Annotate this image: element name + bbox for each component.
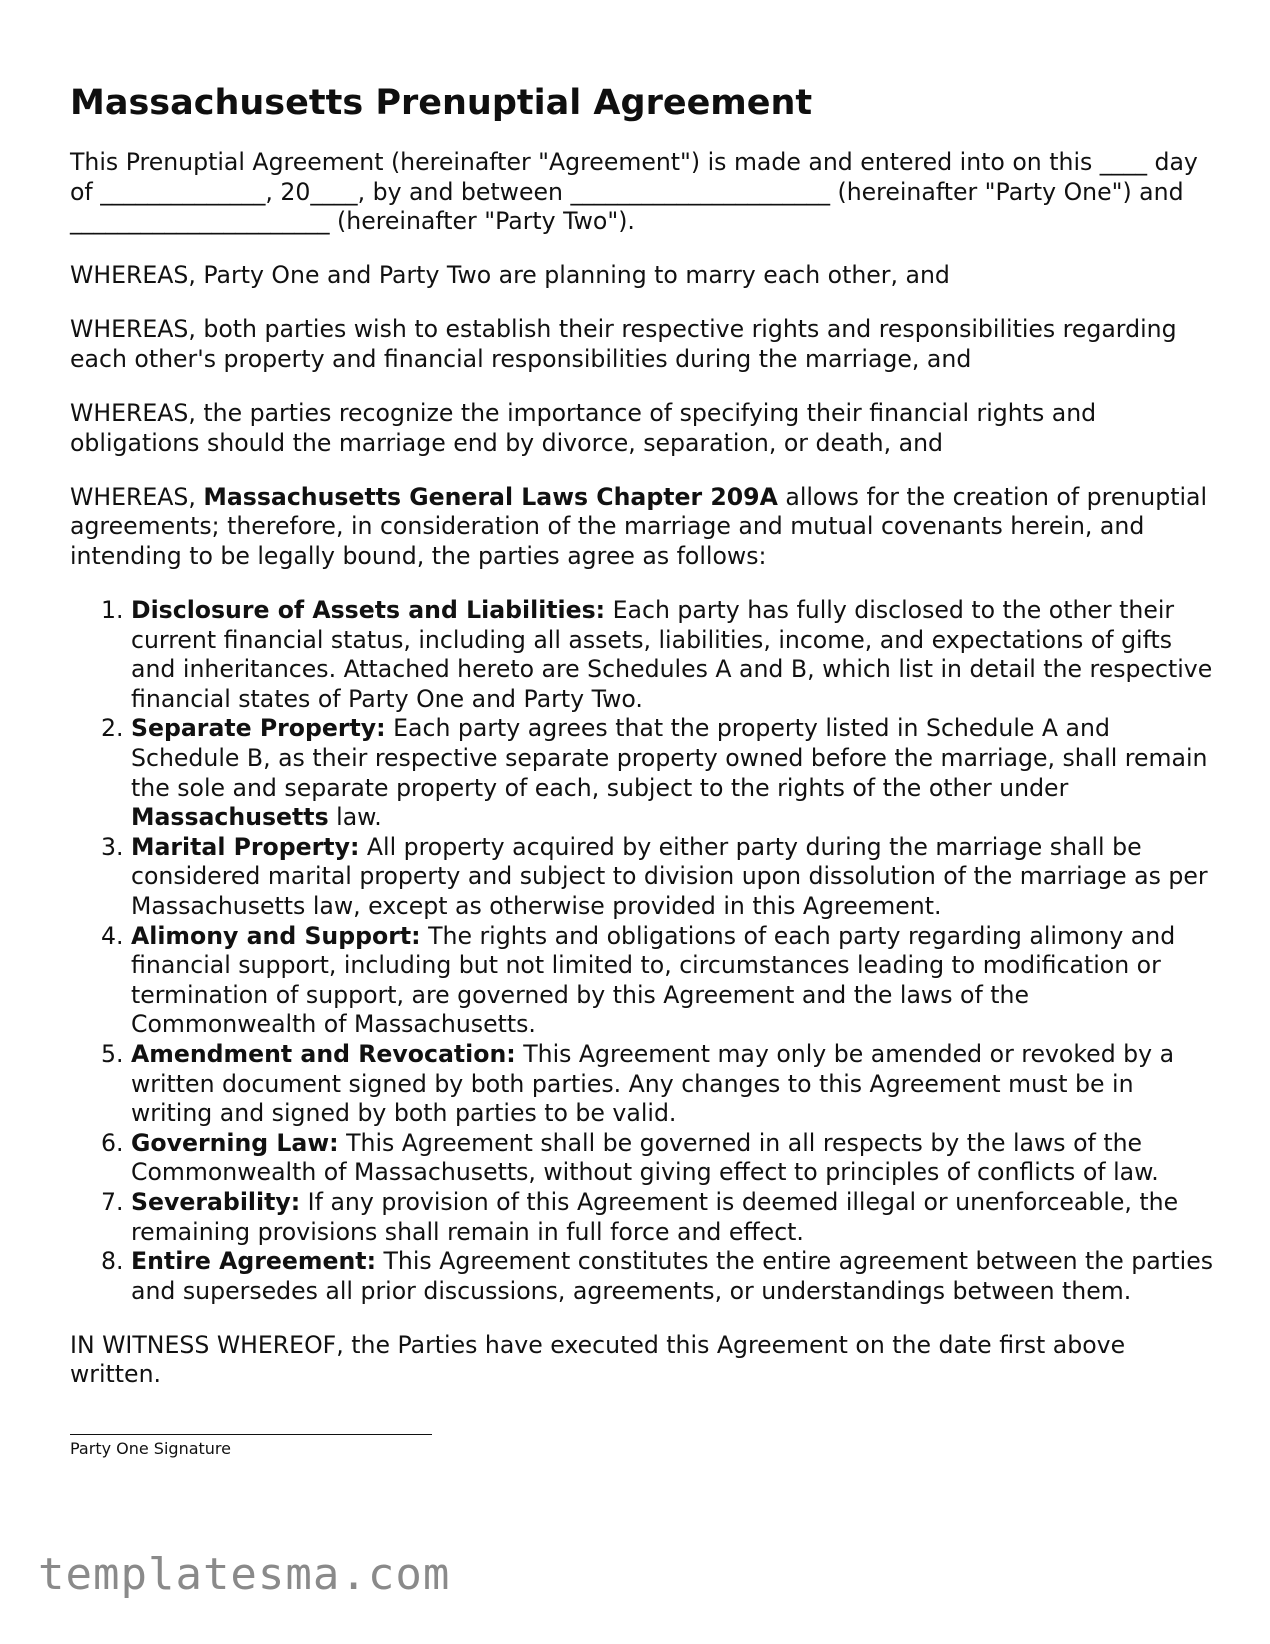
signature-label: Party One Signature [70,1438,231,1458]
term-heading: Alimony and Support: [131,921,421,950]
term-heading: Governing Law: [131,1128,339,1157]
term-text: The rights and obligations of each party regarding alimony and financial support, including but not limited to, circumstances leading to modification or termination of support, are governed by this Agreement and the laws of the Commonwealth of Massachusetts. [131,921,1176,1039]
term-item [131,1040,1220,1129]
whereas-clause-3: WHEREAS, the parties recognize the importance of specifying their financial rights and obligations should the marriage end by divorce, separation, or death, and [70,399,1097,457]
term-item [131,922,1220,1040]
watermark: templatesma.com [38,1549,451,1600]
term-heading: Disclosure of Assets and Liabilities: [131,596,606,625]
intro-paragraph: This Prenuptial Agreement (hereinafter "Agreement") is made and entered into on this ____ day of ______________, 20____, by and between ______________________ (hereinafter "Party One") and ______________________ (hereinafter "Party Two"). [70,148,1198,236]
whereas-clause-1: WHEREAS, Party One and Party Two are planning to marry each other, and [70,261,950,290]
terms-list [70,596,1220,1306]
term-text-after: law. [328,803,382,832]
term-text: This Agreement shall be governed in all respects by the laws of the Commonwealth of Massachusetts, without giving effect to principles of conflicts of law. [131,1128,1159,1187]
term-heading: Amendment and Revocation: [131,1039,516,1068]
whereas-clause-4 [70,483,1220,572]
term-heading: Marital Property: [131,832,360,861]
signature-line[interactable] [70,1434,432,1435]
term-item [131,1188,1220,1247]
term-item [131,714,1220,832]
witness-clause: IN WITNESS WHEREOF, the Parties have executed this Agreement on the date first above written. [70,1330,1126,1389]
term-text: This Agreement may only be amended or revoked by a written document signed by both parties. Any changes to this Agreement must be in writing and signed by both parties to be valid. [131,1039,1175,1128]
term-text: If any provision of this Agreement is deemed illegal or unenforceable, the remaining provisions shall remain in full force and effect. [131,1187,1179,1246]
whereas-clause-2: WHEREAS, both parties wish to establish their respective rights and responsibilities regarding each other's property and financial responsibilities during the marriage, and [70,315,1177,373]
whereas-4-suffix: allows for the creation of prenuptial agreements; therefore, in consideration of the marriage and mutual covenants herein, and intending to be legally bound, the parties agree as follows: [70,482,1208,570]
term-text: All property acquired by either party during the marriage shall be considered marital property and subject to division upon dissolution of the marriage as per Massachusetts law, except as otherwise provided in this Agreement. [131,832,1208,920]
term-heading: Separate Property: [131,714,386,743]
document-title: Massachusetts Prenuptial Agreement [70,83,813,123]
document-page [70,82,1220,1458]
term-item [131,596,1220,714]
term-item [131,1247,1220,1306]
whereas-4-statute: Massachusetts General Laws Chapter 209A [203,482,778,511]
term-text: Each party has fully disclosed to the other their current financial status, including all assets, liabilities, income, and expectations of gifts and inheritances. Attached hereto are Schedules A and B, which list in detail the respective financial states of Party One and Party Two. [131,596,1213,713]
term-heading: Entire Agreement: [131,1247,377,1276]
whereas-4-prefix: WHEREAS, [70,482,204,511]
term-text: Each party agrees that the property listed in Schedule A and Schedule B, as their respective separate property owned before the marriage, shall remain the sole and separate property of each, subject to the rights of the other under [131,714,1208,802]
signature-block [70,1434,1220,1458]
term-bold-inline: Massachusetts [131,803,329,832]
term-heading: Severability: [131,1187,301,1216]
term-item [131,833,1220,922]
term-item [131,1129,1220,1188]
term-text: This Agreement constitutes the entire agreement between the parties and supersedes all prior discussions, agreements, or understandings between them. [131,1247,1214,1305]
